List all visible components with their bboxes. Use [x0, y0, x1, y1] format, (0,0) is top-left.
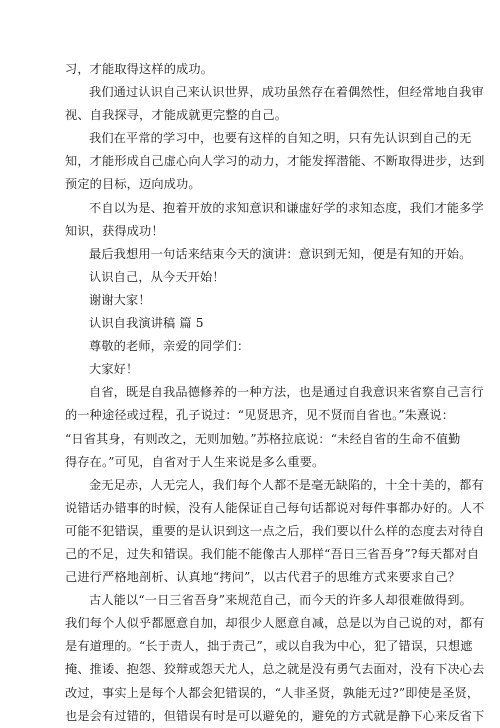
text-line: 知识，获得成功！ [65, 223, 164, 238]
text-line: 认识自我演讲稿 篇 5 [89, 316, 204, 331]
text-line: 我们通过认识自己来认识世界，成功虽然存在着偶然性，但经常地自我审 [89, 85, 484, 100]
text-line: 大家好！ [89, 362, 139, 377]
text-line: 掩、推诿、抱怨、狡辩或怨天尤人，总之就是没有勇气去面对，没有下决心去 [65, 662, 485, 677]
text-line: 自省，既是自我品德修养的一种方法，也是通过自我意识来省察自己言行 [89, 385, 484, 400]
text-line: 知，才能形成自己虚心向人学习的动力，才能发挥潜能、不断取得进步，达到 [65, 154, 485, 169]
text-line: 的一种途径或过程，孔子说过：“见贤思齐，见不贤而自省也。”朱熹说： [65, 408, 455, 423]
text-line: 认识自己，从今天开始！ [89, 269, 225, 284]
text-line: 视、自我探寻，才能成就更完整的自己。 [65, 108, 288, 123]
text-line: 己的不足，过失和错误。我们能不能像古人那样“吾日三省吾身”?每天都对自 [65, 546, 480, 561]
text-line: 得存在。”可见，自省对于人生来说是多么重要。 [65, 454, 325, 469]
document-body [65, 58, 485, 728]
text-line: 我们在平常的学习中，也要有这样的自知之明，只有先认识到自己的无 [89, 131, 472, 146]
text-line: 我们每个人似乎都愿意自加，却很少人愿意自减，总是以为自己说的对，都有 [65, 616, 485, 631]
text-line: 可能不犯错误，重要的是认识到这一点之后，我们要以什么样的态度去对待自 [65, 523, 485, 538]
text-line: 是有道理的。“长于责人，拙于责己”，或以自我为中心，犯了错误，只想遮 [65, 639, 473, 654]
text-line: 谢谢大家！ [89, 292, 151, 307]
text-line: 尊敬的老师，亲爱的同学们： [89, 339, 250, 354]
text-line: 不自以为是、抱着开放的求知意识和谦虚好学的求知态度，我们才能多学 [89, 200, 484, 215]
text-line: “日省其身，有则改之，无则加勉。”苏格拉底说：“未经自省的生命不值勤 [65, 431, 461, 446]
text-line: 最后我想用一句话来结束今天的演讲：意识到无知，便是有知的开始。 [89, 246, 472, 261]
text-line: 己进行严格地剖析、认真地“拷问”，以古代君子的思维方式来要求自己？ [65, 570, 461, 585]
text-line: 也是会有过错的，但错误有时是可以避免的，避免的方式就是静下心来反省下 [65, 708, 485, 723]
text-line: 说错话办错事的时候，没有人能保证自己每句话都说对每件事都办好的。人不 [65, 500, 485, 515]
text-line: 预定的目标，迈向成功。 [65, 177, 201, 192]
text-line: 习，才能取得这样的成功。 [65, 62, 214, 76]
text-line: 古人能以“一日三省吾身”来规范自己，而今天的许多人却很难做得到。 [89, 593, 472, 608]
text-line: 改过，事实上是每个人都会犯错误的，“人非圣贤，孰能无过?”即使是圣贤， [65, 685, 480, 700]
text-line: 金无足赤，人无完人，我们每个人都不是毫无缺陷的，十全十美的，都有 [89, 477, 484, 492]
